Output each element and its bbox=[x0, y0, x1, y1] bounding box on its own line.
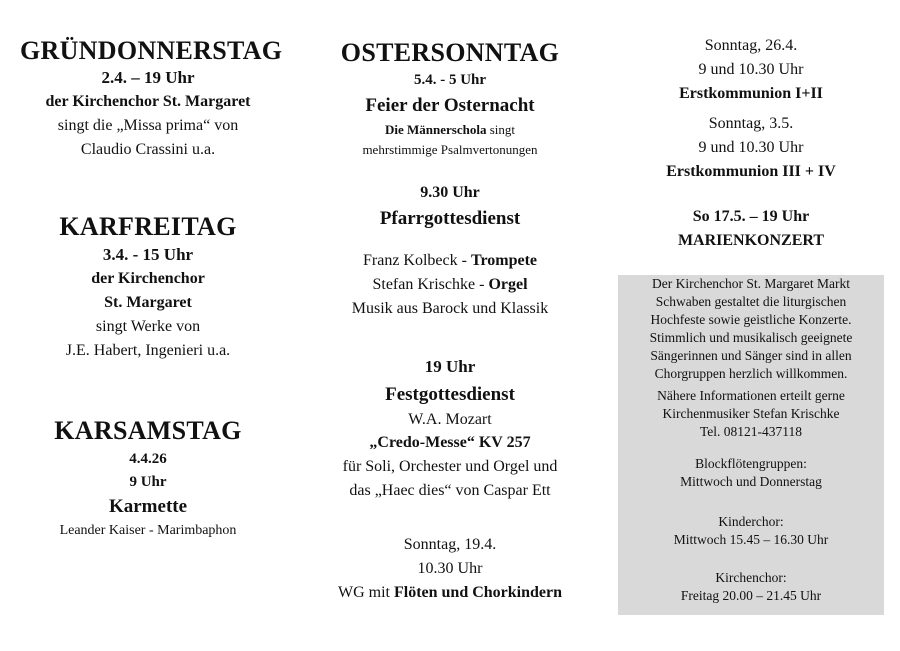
info-line: Stimmlich und musikalisch geeignete bbox=[649, 330, 853, 345]
contact-line: Kirchenmusiker Stefan Krischke bbox=[662, 406, 840, 421]
column-right bbox=[618, 0, 884, 253]
event-date: Sonntag, 3.5. bbox=[708, 115, 794, 132]
description: mehrstimmige Psalmvertonungen bbox=[362, 142, 538, 157]
section-sonntag-19-4 bbox=[300, 533, 600, 605]
event-time: 9 und 10.30 Uhr bbox=[698, 61, 804, 78]
ensemble-suffix: singt bbox=[486, 122, 515, 137]
performer: der Kirchenchor St. Margaret bbox=[45, 93, 251, 110]
info-line: Der Kirchenchor St. Margaret Markt bbox=[651, 276, 851, 291]
section-title: KARFREITAG bbox=[59, 212, 237, 241]
event-date: Sonntag, 26.4. bbox=[704, 37, 798, 54]
event-line bbox=[300, 581, 600, 605]
ensemble-line bbox=[300, 120, 600, 140]
info-line: Sängerinnen und Sänger sind in allen bbox=[650, 348, 852, 363]
event-title: Festgottesdienst bbox=[385, 384, 515, 405]
instrument: Orgel bbox=[488, 276, 528, 293]
section-karfreitag bbox=[20, 211, 276, 363]
description: J.E. Habert, Ingenieri u.a. bbox=[65, 342, 231, 359]
description: Claudio Crassini u.a. bbox=[80, 141, 216, 158]
event-erstkommunion-1 bbox=[618, 34, 884, 106]
section-festgottesdienst bbox=[300, 353, 600, 503]
choir-info-box bbox=[618, 275, 884, 615]
section-pfarrgottesdienst bbox=[300, 180, 600, 321]
group-schedule: Mittwoch 15.45 – 16.30 Uhr bbox=[673, 532, 829, 547]
ensemble-name: Die Männerschola bbox=[384, 122, 487, 137]
event-title: Erstkommunion III + IV bbox=[666, 163, 836, 180]
group-schedule: Mittwoch und Donnerstag bbox=[680, 474, 822, 489]
section-date: 4.4.26 bbox=[129, 451, 167, 467]
description: singt Werke von bbox=[95, 318, 201, 335]
group-title: Kirchenchor: bbox=[715, 570, 787, 585]
section-time: 9 Uhr bbox=[129, 474, 167, 490]
event-title: MARIENKONZERT bbox=[677, 232, 825, 249]
performer: St. Margaret bbox=[104, 294, 192, 311]
section-time: 10.30 Uhr bbox=[417, 560, 483, 577]
performer-line bbox=[300, 273, 600, 297]
section-title: GRÜNDONNERSTAG bbox=[20, 36, 283, 65]
section-date: Sonntag, 19.4. bbox=[403, 536, 497, 553]
info-line: Schwaben gestaltet die liturgischen bbox=[655, 294, 847, 309]
column-left bbox=[20, 0, 283, 541]
performer-line bbox=[300, 249, 600, 273]
contact-line: Nähere Informationen erteilt gerne bbox=[657, 388, 845, 403]
performer-name: Franz Kolbeck - bbox=[362, 252, 471, 269]
event-title: Erstkommunion I+II bbox=[679, 85, 823, 102]
event-title: Karmette bbox=[108, 496, 188, 517]
event-title: Pfarrgottesdienst bbox=[379, 208, 521, 229]
contact-phone: Tel. 08121-437118 bbox=[699, 424, 803, 439]
group-title: Kinderchor: bbox=[718, 514, 784, 529]
event-marienkonzert bbox=[618, 205, 884, 253]
section-ostersonntag bbox=[300, 38, 600, 160]
group-schedule: Freitag 20.00 – 21.45 Uhr bbox=[680, 588, 822, 603]
event-time: So 17.5. – 19 Uhr bbox=[692, 208, 810, 225]
section-time: 2.4. – 19 Uhr bbox=[101, 68, 195, 87]
section-time: 3.4. - 15 Uhr bbox=[102, 245, 194, 264]
performer-name: Stefan Krischke - bbox=[372, 276, 489, 293]
section-title: KARSAMSTAG bbox=[54, 416, 242, 445]
description: das „Haec dies“ von Caspar Ett bbox=[349, 482, 551, 499]
section-title: OSTERSONNTAG bbox=[340, 38, 560, 67]
description: für Soli, Orchester und Orgel und bbox=[342, 458, 558, 475]
info-line: Chorgruppen herzlich willkommen. bbox=[654, 366, 848, 381]
description: singt die „Missa prima“ von bbox=[57, 117, 239, 134]
section-gruendonnerstag bbox=[20, 36, 283, 162]
event-prefix: WG mit bbox=[337, 584, 394, 601]
work-title: „Credo-Messe“ KV 257 bbox=[369, 434, 531, 451]
column-middle bbox=[300, 0, 600, 605]
description: Musik aus Barock und Klassik bbox=[351, 300, 549, 317]
composer: W.A. Mozart bbox=[408, 411, 492, 428]
performer: Leander Kaiser - Marimbaphon bbox=[59, 523, 237, 538]
section-time: 5.4. - 5 Uhr bbox=[413, 72, 487, 88]
event-highlight: Flöten und Chorkindern bbox=[393, 584, 563, 601]
choir-info-text bbox=[618, 275, 884, 605]
event-erstkommunion-2 bbox=[618, 112, 884, 184]
section-time: 9.30 Uhr bbox=[420, 184, 480, 201]
event-title: Feier der Osternacht bbox=[365, 95, 535, 116]
instrument: Trompete bbox=[470, 252, 538, 269]
performer: der Kirchenchor bbox=[91, 270, 205, 287]
info-line: Hochfeste sowie geistliche Konzerte. bbox=[650, 312, 852, 327]
section-karsamstag bbox=[20, 415, 276, 541]
event-time: 9 und 10.30 Uhr bbox=[698, 139, 804, 156]
section-time: 19 Uhr bbox=[424, 357, 476, 376]
group-title: Blockflötengruppen: bbox=[695, 456, 807, 471]
